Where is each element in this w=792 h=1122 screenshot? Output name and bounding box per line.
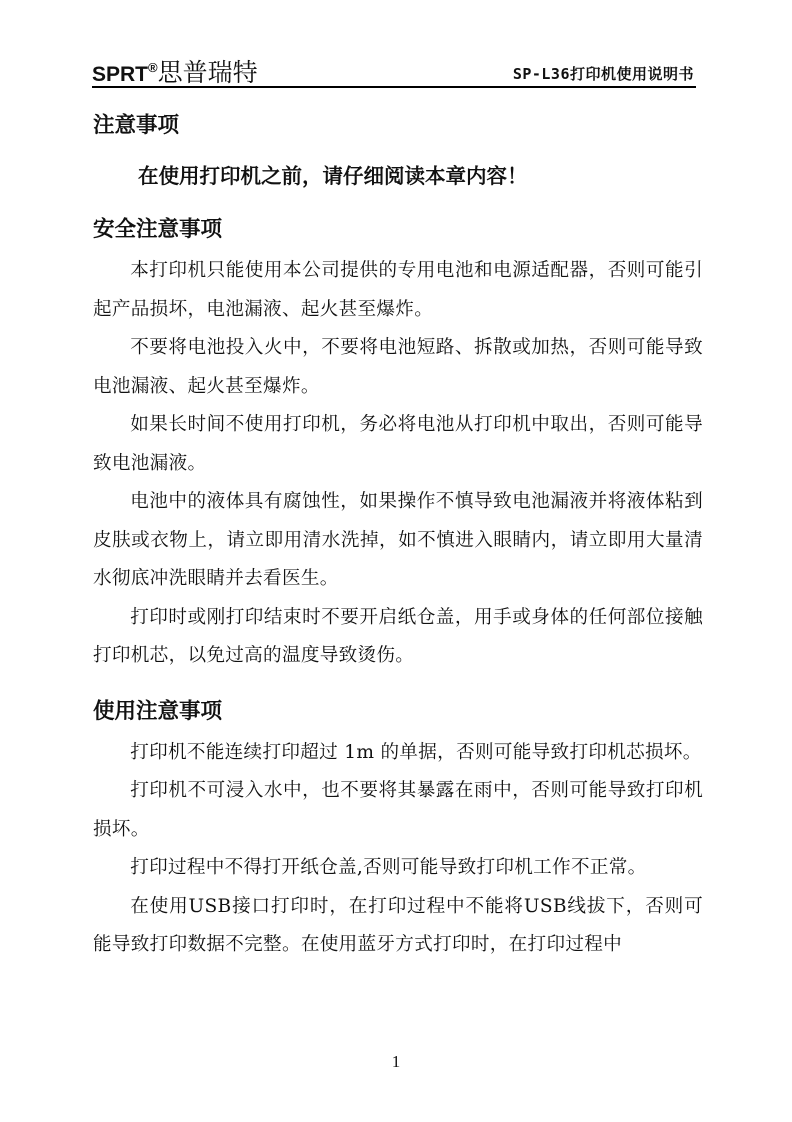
registered-mark: ® — [148, 60, 158, 75]
paragraph: 打印时或刚打印结束时不要开启纸仓盖，用手或身体的任何部位接触打印机芯，以免过高的温度导致烫伤。 — [93, 606, 703, 666]
paragraph: 打印机不能连续打印超过 1m 的单据，否则可能导致打印机芯损坏。 — [130, 741, 702, 763]
paragraph: 在使用USB接口打印时，在打印过程中不能将USB线拔下，否则可能导致打印数据不完整。在使用蓝牙方式打印时，在打印过程中 — [93, 895, 703, 955]
brand-latin-text: SPRT — [92, 63, 149, 86]
paragraph: 不要将电池投入火中，不要将电池短路、拆散或加热，否则可能导致电池漏液、起火甚至爆炸。 — [93, 337, 703, 397]
warning-notice: 在使用打印机之前，请仔细阅读本章内容！ — [138, 164, 528, 188]
header-divider — [92, 86, 696, 88]
page-content — [93, 108, 703, 965]
page-header — [92, 50, 696, 88]
safety-section — [93, 252, 703, 676]
page-number: 1 — [391, 1052, 401, 1071]
section-heading-safety: 安全注意事项 — [93, 217, 223, 242]
paragraph: 电池中的液体具有腐蚀性，如果操作不慎导致电池漏液并将液体粘到皮肤或衣物上，请立即用清水洗掉，如不慎进入眼睛内，请立即用大量清水彻底冲洗眼睛并去看医生。 — [93, 491, 703, 589]
brand-chinese-text: 思普瑞特 — [157, 58, 258, 87]
paragraph: 本打印机只能使用本公司提供的专用电池和电源适配器，否则可能引起产品损坏，电池漏液、起火甚至爆炸。 — [93, 260, 703, 320]
paragraph: 打印过程中不得打开纸仓盖,否则可能导致打印机工作不正常。 — [130, 857, 647, 878]
paragraph: 打印机不可浸入水中，也不要将其暴露在雨中，否则可能导致打印机损坏。 — [93, 780, 703, 840]
brand-logo — [92, 60, 258, 85]
document-title: SP-L36打印机使用说明书 — [512, 65, 694, 83]
paragraph: 如果长时间不使用打印机，务必将电池从打印机中取出，否则可能导致电池漏液。 — [93, 414, 703, 474]
page-title: 注意事项 — [93, 113, 180, 138]
usage-section — [93, 734, 703, 965]
section-heading-usage: 使用注意事项 — [93, 698, 223, 724]
